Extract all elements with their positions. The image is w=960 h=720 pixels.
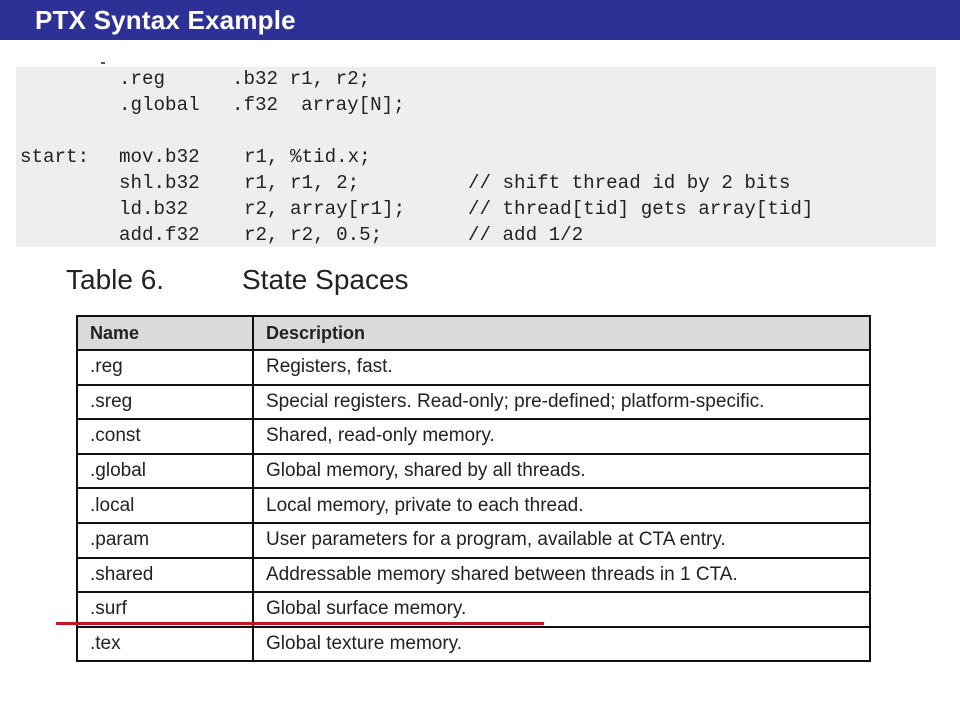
row-name: .const: [77, 419, 253, 454]
row-description: Global surface memory.: [253, 592, 870, 627]
row-description: Addressable memory shared between threads in 1 CTA.: [253, 558, 870, 593]
code-line: [16, 172, 936, 196]
code-operands: r2, array[r1];: [244, 198, 406, 220]
strikethrough-line: [56, 622, 544, 625]
code-block: [16, 67, 936, 247]
header-description: Description: [253, 316, 870, 350]
table-row: [77, 419, 870, 454]
row-name: .surf: [77, 592, 253, 627]
row-description: Global texture memory.: [253, 627, 870, 662]
code-instruction: ld.b32: [119, 198, 189, 220]
code-line: [16, 146, 936, 170]
table-row: [77, 454, 870, 489]
code-line: [16, 94, 936, 118]
code-comment: // thread[tid] gets array[tid]: [468, 198, 814, 220]
code-comment: // add 1/2: [468, 224, 584, 246]
code-instruction: mov.b32: [119, 146, 200, 168]
code-operands: r2, r2, 0.5;: [244, 224, 383, 246]
table-row: [77, 627, 870, 662]
row-description: User parameters for a program, available at CTA entry.: [253, 523, 870, 558]
slide-title: PTX Syntax Example: [35, 4, 296, 35]
row-description: Global memory, shared by all threads.: [253, 454, 870, 489]
table-caption-title: State Spaces: [242, 264, 409, 295]
code-instruction: shl.b32: [119, 172, 200, 194]
row-name: .global: [77, 454, 253, 489]
table-header-row: [77, 316, 870, 350]
code-operands: .b32 r1, r2;: [232, 68, 371, 90]
row-name: .shared: [77, 558, 253, 593]
table-row: [77, 488, 870, 523]
code-instruction: add.f32: [119, 224, 200, 246]
row-name: .tex: [77, 627, 253, 662]
code-operands: r1, %tid.x;: [244, 146, 371, 168]
table-row: [77, 350, 870, 385]
row-description: Shared, read-only memory.: [253, 419, 870, 454]
row-description: Local memory, private to each thread.: [253, 488, 870, 523]
row-name: .reg: [77, 350, 253, 385]
table-caption-number: Table 6.: [66, 264, 165, 295]
table-row: [77, 385, 870, 420]
row-description: Special registers. Read-only; pre-defined; platform-specific.: [253, 385, 870, 420]
code-instruction: .global: [119, 94, 200, 116]
code-operands: .f32 array[N];: [232, 94, 405, 116]
code-instruction: .reg: [119, 68, 166, 90]
code-operands: r1, r1, 2;: [244, 172, 360, 194]
row-name: .sreg: [77, 385, 253, 420]
table-row: [77, 558, 870, 593]
row-name: .local: [77, 488, 253, 523]
code-label: start:: [20, 146, 90, 168]
row-description: Registers, fast.: [253, 350, 870, 385]
table-row: [77, 523, 870, 558]
code-line: [16, 68, 936, 92]
slide-title-bar: [0, 0, 960, 40]
code-line: [16, 224, 936, 248]
header-name: Name: [77, 316, 253, 350]
row-name: .param: [77, 523, 253, 558]
code-line: [16, 198, 936, 222]
code-tick-mark: [101, 62, 105, 64]
code-comment: // shift thread id by 2 bits: [468, 172, 791, 194]
state-spaces-table: [76, 315, 871, 662]
